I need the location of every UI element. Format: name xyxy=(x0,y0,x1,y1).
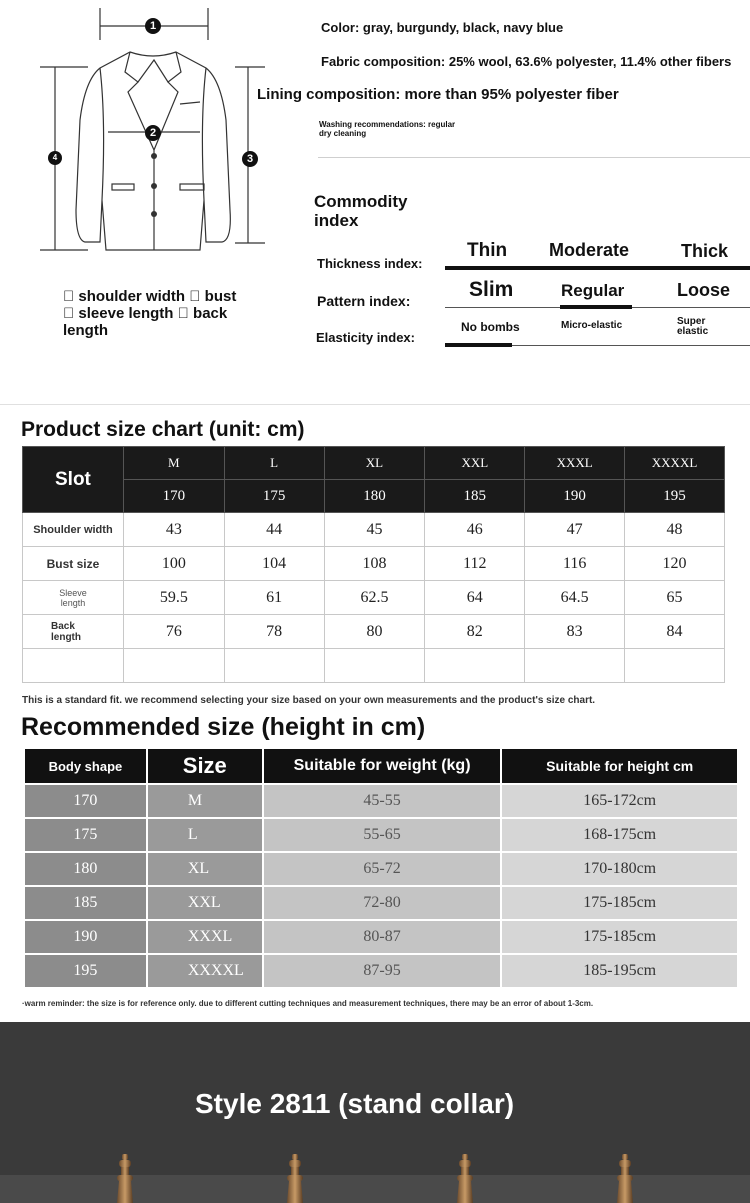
row-label-bust: Bust size xyxy=(23,547,124,581)
thickness-option-thick: Thick xyxy=(681,241,729,261)
table-cell: 83 xyxy=(525,615,625,649)
table-row xyxy=(23,547,725,581)
header-height: Suitable for height cm xyxy=(501,749,738,784)
color-info: Color: gray, burgundy, black, navy blue xyxy=(321,20,564,35)
marker-3-label: 3 xyxy=(246,153,254,165)
table-cell: 180 xyxy=(25,852,147,886)
pattern-option-regular: Regular xyxy=(561,281,625,300)
thickness-label: Thickness index: xyxy=(317,256,423,271)
table-row xyxy=(25,954,738,988)
washing-line-2: dry cleaning xyxy=(319,129,367,138)
warm-reminder-note: ·warm reminder: the size is for reference only. due to different cutting techniques and measurement techniques, there may be an error of about 1-3cm. xyxy=(22,999,594,1008)
style-title: Style 2811 (stand collar) xyxy=(195,1088,515,1119)
table-row xyxy=(25,920,738,954)
table-row xyxy=(25,886,738,920)
header-size: Size xyxy=(147,749,263,784)
table-cell: 44 xyxy=(224,513,324,547)
marker-4-label: 4 xyxy=(52,153,58,162)
table-cell: 175-185cm xyxy=(501,920,738,954)
size-header-xl: XL xyxy=(324,447,425,480)
size-header-m: M xyxy=(123,447,224,480)
hook-icon xyxy=(457,1154,473,1203)
table-cell: 65 xyxy=(625,581,725,615)
pattern-indicator xyxy=(560,305,632,309)
table-row xyxy=(23,615,725,649)
table-row xyxy=(25,784,738,818)
height-header-185: 185 xyxy=(425,480,525,513)
commodity-title-line-2: index xyxy=(314,211,359,230)
table-cell: 175 xyxy=(25,818,147,852)
row-label-back xyxy=(23,615,124,649)
height-header-190: 190 xyxy=(525,480,625,513)
header-body-shape: Body shape xyxy=(25,749,147,784)
table-cell: 43 xyxy=(123,513,224,547)
info-divider xyxy=(318,157,750,158)
table-cell: M xyxy=(147,784,263,818)
table-cell: 190 xyxy=(25,920,147,954)
pattern-option-slim: Slim xyxy=(469,278,514,301)
commodity-index-title xyxy=(314,192,408,230)
measurement-marker-3 xyxy=(242,151,258,167)
height-header-180: 180 xyxy=(324,480,425,513)
measurement-marker-4 xyxy=(48,151,62,165)
section-divider xyxy=(0,404,750,405)
table-cell: 100 xyxy=(123,547,224,581)
commodity-title-line-1: Commodity xyxy=(314,192,408,211)
table-cell: 120 xyxy=(625,547,725,581)
size-header-l: L xyxy=(224,447,324,480)
table-cell: XXXL xyxy=(147,920,263,954)
height-header-170: 170 xyxy=(123,480,224,513)
measurement-legend xyxy=(63,288,263,339)
table-row xyxy=(23,513,725,547)
elasticity-super-line-2: elastic xyxy=(677,326,709,337)
washing-line-1: Washing recommendations: regular xyxy=(319,120,456,129)
table-cell: 170 xyxy=(25,784,147,818)
height-header-175: 175 xyxy=(224,480,324,513)
measurement-marker-2 xyxy=(145,125,161,141)
size-header-xxxxl: XXXXL xyxy=(625,447,725,480)
table-cell: 84 xyxy=(625,615,725,649)
table-cell: 195 xyxy=(25,954,147,988)
elasticity-option-micro: Micro-elastic xyxy=(561,320,623,331)
table-cell: 48 xyxy=(625,513,725,547)
fabric-info: Fabric composition: 25% wool, 63.6% polyester, 11.4% other fibers xyxy=(321,54,732,69)
table-cell: 108 xyxy=(324,547,425,581)
row-label-shoulder: Shoulder width xyxy=(23,513,124,547)
table-row xyxy=(25,852,738,886)
legend-line-2:   sleeve length   back xyxy=(63,305,228,322)
table-cell: L xyxy=(147,818,263,852)
table-cell: 185-195cm xyxy=(501,954,738,988)
pattern-label: Pattern index: xyxy=(317,293,411,309)
table-cell: XXL xyxy=(147,886,263,920)
recommended-size-table xyxy=(25,749,739,989)
elasticity-option-super xyxy=(677,317,708,337)
recommended-size-title: Recommended size (height in cm) xyxy=(21,713,426,741)
table-cell: 78 xyxy=(224,615,324,649)
table-cell: 55-65 xyxy=(263,818,502,852)
elasticity-super-line-1: Super xyxy=(677,316,706,327)
size-chart-title: Product size chart (unit: cm) xyxy=(21,418,305,441)
table-cell: 45-55 xyxy=(263,784,502,818)
back-label-line-2: length xyxy=(51,631,81,643)
hook-icon xyxy=(287,1154,303,1203)
table-cell: 65-72 xyxy=(263,852,502,886)
table-cell: 82 xyxy=(425,615,525,649)
table-cell: 45 xyxy=(324,513,425,547)
size-header-xxxl: XXXL xyxy=(525,447,625,480)
table-cell: 112 xyxy=(425,547,525,581)
height-header-195: 195 xyxy=(625,480,725,513)
washing-info xyxy=(319,120,455,138)
table-cell: 185 xyxy=(25,886,147,920)
table-cell: XXXXL xyxy=(147,954,263,988)
back-label-line-1: Back xyxy=(51,620,75,632)
table-cell: 87-95 xyxy=(263,954,502,988)
table-cell: 76 xyxy=(123,615,224,649)
hanger-hooks xyxy=(0,1150,750,1203)
marker-1-label: 1 xyxy=(149,20,157,32)
size-header-xxl: XXL xyxy=(425,447,525,480)
table-row xyxy=(23,581,725,615)
sleeve-label-line-2: length xyxy=(60,597,86,608)
table-cell: XL xyxy=(147,852,263,886)
table-cell: 59.5 xyxy=(123,581,224,615)
measurement-marker-1 xyxy=(145,18,161,34)
elasticity-indicator xyxy=(445,343,512,347)
elasticity-option-no-bombs: No bombs xyxy=(461,320,520,334)
table-cell: 80-87 xyxy=(263,920,502,954)
table-cell: 47 xyxy=(525,513,625,547)
table-cell: 165-172cm xyxy=(501,784,738,818)
table-cell: 168-175cm xyxy=(501,818,738,852)
pattern-option-loose: Loose xyxy=(677,280,731,300)
sleeve-label-line-1: Sleeve xyxy=(59,587,87,598)
lining-info: Lining composition: more than 95% polyester fiber xyxy=(257,86,619,103)
table-cell: 61 xyxy=(224,581,324,615)
table-cell: 116 xyxy=(525,547,625,581)
table-row xyxy=(25,818,738,852)
hook-icon xyxy=(117,1154,133,1203)
marker-2-label: 2 xyxy=(149,127,157,139)
legend-line-1:   shoulder width   bust xyxy=(63,288,237,305)
table-cell: 62.5 xyxy=(324,581,425,615)
table-cell: 72-80 xyxy=(263,886,502,920)
thickness-option-moderate: Moderate xyxy=(549,240,630,260)
elasticity-label: Elasticity index: xyxy=(316,330,415,345)
table-cell: 175-185cm xyxy=(501,886,738,920)
thickness-option-thin: Thin xyxy=(467,240,508,261)
thickness-indicator xyxy=(445,266,750,270)
table-cell: 104 xyxy=(224,547,324,581)
table-cell: 80 xyxy=(324,615,425,649)
header-weight: Suitable for weight (kg) xyxy=(263,749,502,784)
table-cell: 64 xyxy=(425,581,525,615)
size-chart-table xyxy=(22,446,725,683)
table-cell: 170-180cm xyxy=(501,852,738,886)
legend-line-3: length xyxy=(63,322,108,339)
table-cell: 64.5 xyxy=(525,581,625,615)
table-cell: 46 xyxy=(425,513,525,547)
table-row-empty xyxy=(23,649,725,683)
fit-note: This is a standard fit. we recommend selecting your size based on your own measurements and the product's size chart. xyxy=(22,695,596,706)
slot-header: Slot xyxy=(23,447,124,513)
row-label-sleeve xyxy=(23,581,124,615)
hook-icon xyxy=(617,1154,633,1203)
